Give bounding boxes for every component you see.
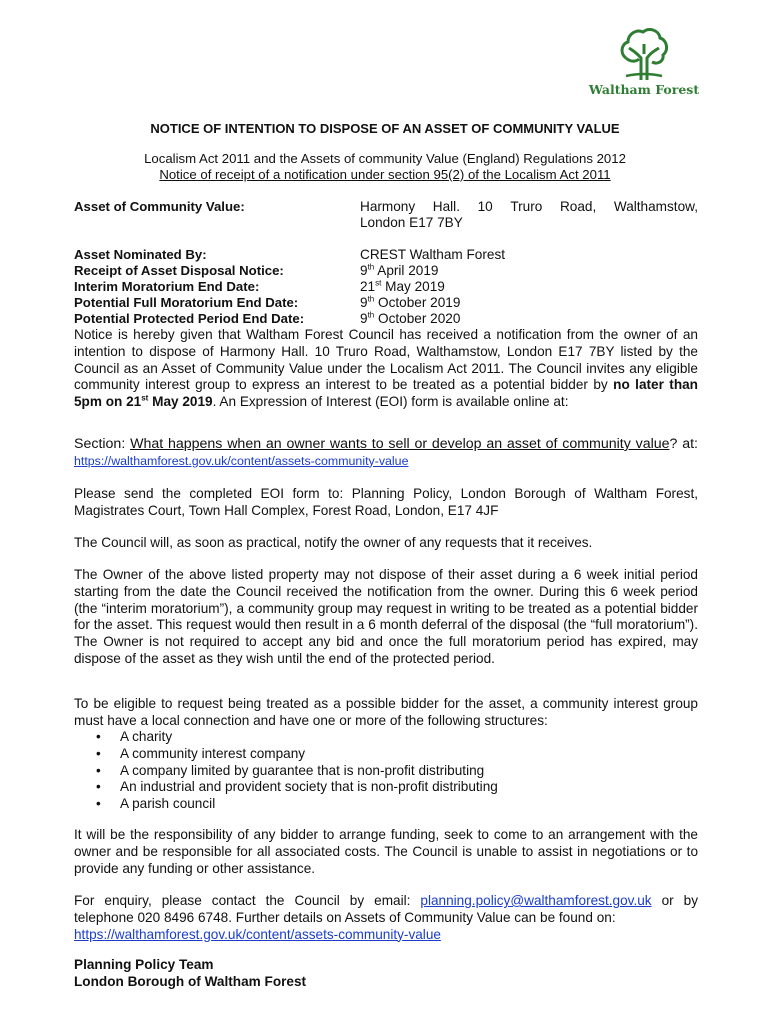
protected-period-label: Potential Protected Period End Date: bbox=[74, 311, 305, 326]
list-item: • A company limited by guarantee that is non-profit distributing bbox=[74, 763, 498, 780]
owner-paragraph: The Owner of the above listed property may not dispose of their asset during a 6 week initial period starting from the date the Council received the notification from the owner. During this 6 week period (the “interim moratorium”), a community group may request in writing to be treated as a potential bidder for the asset. This request would then result in a 6 month deferral of the disposal (the “full moratorium”). The Owner is not required to accept any bid and once the full moratorium period has expired, may dispose of the asset as they wish until the end of the protected period. bbox=[74, 567, 698, 666]
detail-values bbox=[360, 199, 698, 327]
interim-label: Interim Moratorium End Date: bbox=[74, 279, 260, 294]
interim-value: 21st May 2019 bbox=[360, 278, 445, 294]
notify-paragraph: The Council will, as soon as practical, notify the owner of any requests that it receives. bbox=[74, 535, 593, 550]
email-link[interactable]: planning.policy@walthamforest.gov.uk bbox=[420, 893, 652, 908]
section-paragraph: Section: What happens when an owner wants to sell or develop an asset of community value? at: https://walthamforest.gov.uk/content/assets-community-value bbox=[74, 436, 698, 468]
list-item: • A parish council bbox=[74, 796, 498, 813]
enquiry-paragraph: For enquiry, please contact the Council by email: planning.policy@walthamforest.gov.uk or by telephone 020 8496 6748. Further details on Assets of Community Value can be found on: https://walthamforest.gov.uk/content/assets-community-value bbox=[74, 893, 699, 942]
detail-labels bbox=[74, 199, 304, 327]
send-paragraph: Please send the completed EOI form to: Planning Policy, London Borough of Waltham Forest, Magistrates Court, Town Hall Complex, Forest Road, London, E17 4JF bbox=[74, 486, 698, 518]
receipt-value: 9th April 2019 bbox=[360, 262, 439, 278]
asset-label: Asset of Community Value: bbox=[74, 199, 245, 214]
structures-list bbox=[74, 729, 498, 813]
eligibility-paragraph: To be eligible to request being treated as a possible bidder for the asset, a community interest group must have a local connection and have one or more of the following structures: bbox=[74, 696, 698, 728]
full-moratorium-label: Potential Full Moratorium End Date: bbox=[74, 295, 299, 310]
signoff-borough: London Borough of Waltham Forest bbox=[74, 973, 307, 989]
list-item: • A charity bbox=[74, 729, 498, 746]
list-item: • An industrial and provident society that is non-profit distributing bbox=[74, 779, 498, 796]
receipt-subtitle: Notice of receipt of a notification under section 95(2) of the Localism Act 2011 bbox=[159, 167, 611, 182]
full-moratorium-value: 9th October 2019 bbox=[360, 294, 461, 310]
signoff bbox=[74, 957, 306, 991]
nominated-value: CREST Waltham Forest bbox=[360, 247, 506, 262]
asset-value-postcode: London E17 7BY bbox=[360, 215, 463, 230]
notice-title: NOTICE OF INTENTION TO DISPOSE OF AN ASSET OF COMMUNITY VALUE bbox=[150, 121, 620, 136]
bidder-paragraph: It will be the responsibility of any bidder to arrange funding, seek to come to an arrangement with the owner and be responsible for all associated costs. The Council is unable to assist in negotiations or to provide any funding or other assistance. bbox=[74, 827, 698, 876]
notice-paragraph: Notice is hereby given that Waltham Forest Council has received a notification from the owner of an intention to dispose of Harmony Hall. 10 Truro Road, Walthamstow, London E17 7BY listed by the Council as an Asset of Community Value under the Localism Act 2011. The Council invites any eligible community interest group to express an interest to be treated as a potential bidder by no later than 5pm on 21st May 2019. An Expression of Interest (EOI) form is available online at: bbox=[74, 327, 698, 410]
protected-period-value: 9th October 2020 bbox=[360, 310, 461, 326]
acv-url-link-footer[interactable]: https://walthamforest.gov.uk/content/assets-community-value bbox=[74, 926, 441, 942]
receipt-label: Receipt of Asset Disposal Notice: bbox=[74, 263, 284, 278]
signoff-team: Planning Policy Team bbox=[74, 957, 214, 972]
waltham-forest-logo bbox=[582, 24, 706, 96]
section-title-link[interactable]: What happens when an owner wants to sell or develop an asset of community value bbox=[130, 436, 670, 452]
logo-wordmark: Waltham Forest bbox=[588, 82, 700, 97]
legislation-subtitle: Localism Act 2011 and the Assets of community Value (England) Regulations 2012 bbox=[144, 151, 626, 166]
nominated-label: Asset Nominated By: bbox=[74, 247, 207, 262]
tree-icon bbox=[618, 24, 670, 82]
acv-url-link[interactable]: https://walthamforest.gov.uk/content/assets-community-value bbox=[74, 453, 409, 468]
asset-value-line: Harmony Hall. 10 Truro Road, Walthamstow, bbox=[360, 199, 698, 214]
list-item: • A community interest company bbox=[74, 746, 498, 763]
